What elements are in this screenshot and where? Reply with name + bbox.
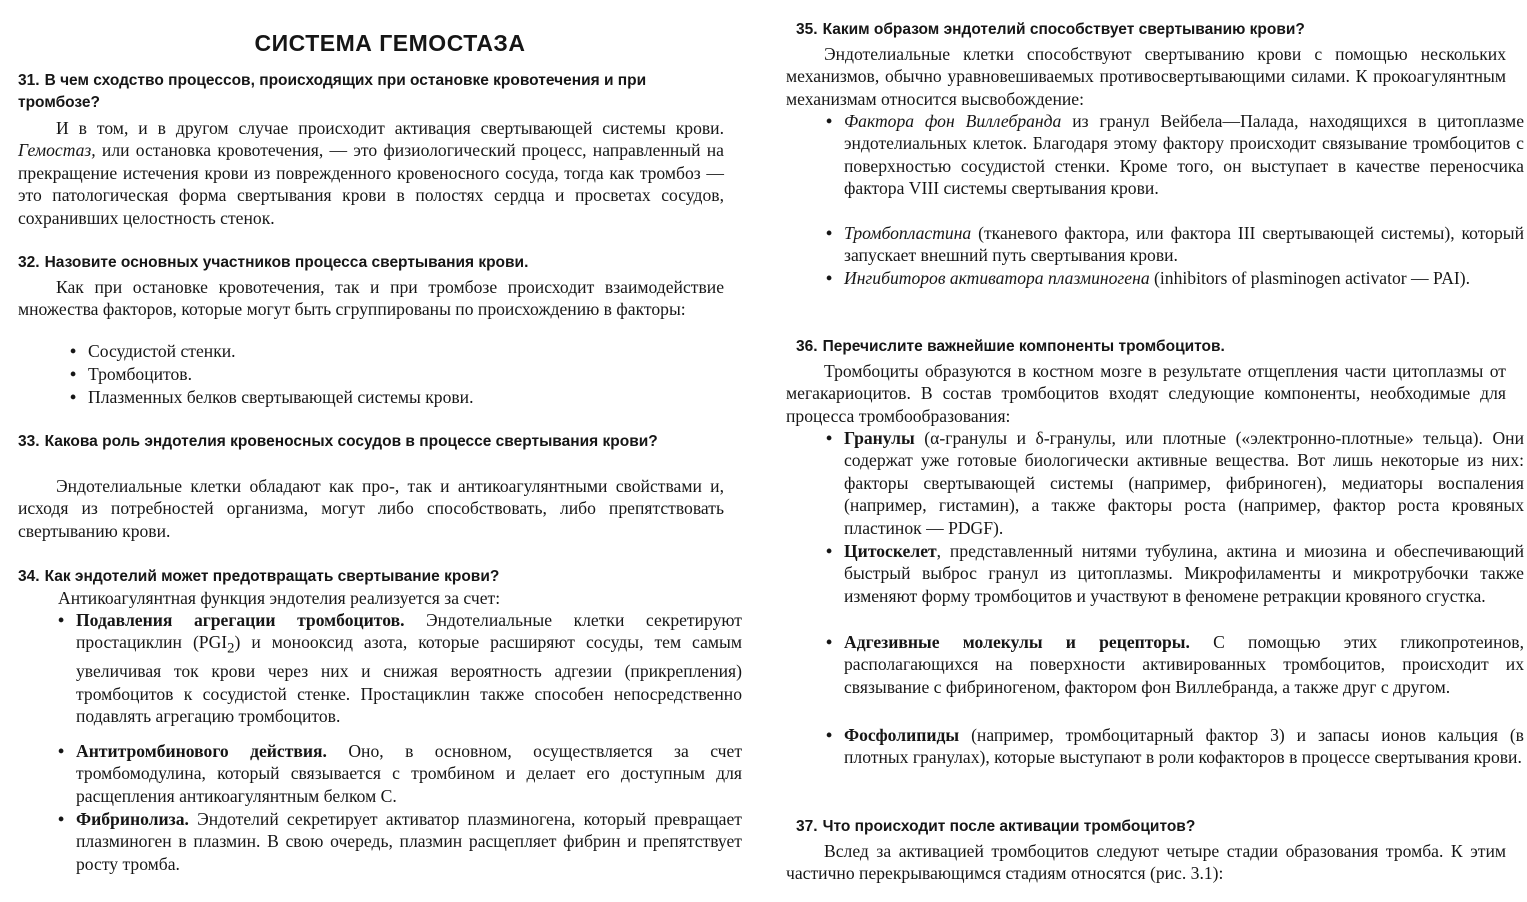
list-item xyxy=(826,631,1524,698)
bullet: • xyxy=(826,632,833,652)
answer-text: или остановка кровотечения, — это физиологический процесс, направленный на прекращение истечения крови из поврежденного кровеносного сосуда, тогда как тромбоз — это патологическая форма свертывания крови в полостях сердца и просветах сосудов, сохранивших целостность стенок. xyxy=(18,140,724,228)
question-37 xyxy=(796,816,1195,838)
bullet: • xyxy=(58,809,65,829)
question-number: 33. xyxy=(18,433,40,450)
list-item-text: , представленный нитями тубулина, актина и миозина и обеспечивающий быстрый выброс гранул из цитоплазмы. Микрофиламенты и микротрубочки также изменяют форму тромбоцитов и участвуют в феномене ретракции кровяного сгустка. xyxy=(844,541,1524,606)
answer-34-intro: Антикоагулянтная функция эндотелия реализуется за счет: xyxy=(58,588,501,608)
question-number: 32. xyxy=(18,254,40,271)
list-item-term: Фактора фон Виллебранда xyxy=(844,111,1062,131)
answer-32: Как при остановке кровотечения, так и при тромбозе происходит взаимодействие множества факторов, которые могут быть сгруппированы по происхождению в факторы: xyxy=(18,277,724,320)
bullet: • xyxy=(58,741,65,761)
question-36 xyxy=(796,336,1225,358)
question-32 xyxy=(18,252,528,274)
question-text: Как эндотелий может предотвращать свертывание крови? xyxy=(44,568,500,585)
bullet: • xyxy=(826,541,833,561)
answer-36: Тромбоциты образуются в костном мозге в результате отщепления части цитоплазмы от мегакариоцитов. В состав тромбоцитов входят следующие компоненты, необходимые для процесса тромбообразования: xyxy=(786,361,1506,426)
list-item-text: (тканевого фактора, или фактора III свертывающей системы), который запускает внешний путь свертывания крови. xyxy=(844,223,1524,266)
list-item xyxy=(826,110,1524,200)
list-item-term: Тромбопластина xyxy=(844,223,972,243)
bullet: • xyxy=(826,223,833,243)
list-item-text: Плазменных белков свертывающей системы крови. xyxy=(88,387,474,407)
list-item xyxy=(70,340,688,362)
list-item-text: из гранул Вейбела—Палада, находящихся в цитоплазме эндотелиальных клеток. Благодаря этому фактору происходит связывание тромбоцитов с поверхностью сосудистой стенки. Кроме того, он выступает в качестве переносчика фактора VIII системы свертывания крови. xyxy=(844,111,1525,199)
bullet: • xyxy=(826,725,833,745)
list-item-heading: Адгезивные молекулы и рецепторы. xyxy=(844,632,1190,652)
list-item xyxy=(826,427,1524,539)
list-item-text: Эндотелиальные клетки секретируют простациклин (PGI xyxy=(76,610,742,653)
list-item xyxy=(70,386,688,408)
question-text: Перечислите важнейшие компоненты тромбоцитов. xyxy=(822,338,1225,355)
question-31 xyxy=(18,70,730,114)
list-item xyxy=(58,740,742,807)
question-text: Каким образом эндотелий способствует свертыванию крови? xyxy=(822,21,1305,38)
list-item-term: Ингибиторов активатора плазминогена xyxy=(844,268,1150,288)
list-item-text: С помощью этих гликопротеинов, располагающихся на поверхности активированных тромбоцитов, происходит их связывание с фибриногеном, фактором фон Виллебранда, а также друг с другом. xyxy=(844,632,1524,697)
bullet: • xyxy=(826,428,833,448)
question-text: В чем сходство процессов, происходящих при остановке кровотечения и при тромбозе? xyxy=(18,72,647,111)
bullet: • xyxy=(826,268,833,288)
list-item-text: ) и монооксид азота, которые расширяют сосуды, тем самым увеличивая ток крови через них и снижая вероятность адгезии (прикрепления) тромбоцитов к сосудистой стенке. Простациклин также способен непосредственно подавлять агрегацию тромбоцитов. xyxy=(76,632,742,727)
list-item xyxy=(826,222,1524,267)
question-34 xyxy=(18,566,499,588)
term-hemostasis: Гемостаз, xyxy=(18,140,96,161)
question-text: Что происходит после активации тромбоцитов? xyxy=(822,818,1196,835)
question-33 xyxy=(18,431,728,453)
list-item-text: Тромбоцитов. xyxy=(88,364,193,384)
bullet: • xyxy=(70,387,77,407)
answer-31 xyxy=(18,117,724,229)
list-item xyxy=(58,609,742,728)
list-item-heading: Антитромбинового действия. xyxy=(76,741,327,761)
list-item-text: (inhibitors of plasminogen activator — PAI). xyxy=(1149,268,1471,288)
list-item xyxy=(58,808,742,875)
question-number: 31. xyxy=(18,72,40,89)
list-item-heading: Цитоскелет xyxy=(844,541,937,561)
question-number: 37. xyxy=(796,818,818,835)
answer-text: И в том, и в другом случае происходит активация свертывающей системы крови. xyxy=(56,118,724,138)
list-item-text: Оно, в основном, осуществляется за счет тромбомодулина, который связывается с тромбином и делает его доступным для расщепления антикоагулянтным белком С. xyxy=(76,741,743,806)
question-text: Назовите основных участников процесса свертывания крови. xyxy=(44,254,529,271)
answer-37: Вслед за активацией тромбоцитов следуют четыре стадии образования тромба. К этим частично перекрывающимся стадиям относятся (рис. 3.1): xyxy=(786,841,1506,884)
question-text: Какова роль эндотелия кровеносных сосудов в процессе свертывания крови? xyxy=(44,433,658,450)
list-item-text: (например, тромбоцитарный фактор 3) и запасы ионов кальция (в плотных гранулах), которые выступают в роли кофакторов в процессе свертывания крови. xyxy=(844,725,1524,768)
list-item-text: Сосудистой стенки. xyxy=(88,341,236,361)
list-item-heading: Фосфолипиды xyxy=(844,725,960,745)
list-item xyxy=(826,540,1524,607)
question-number: 36. xyxy=(796,338,818,355)
bullet: • xyxy=(70,341,77,361)
list-item xyxy=(70,363,688,385)
list-item xyxy=(826,724,1524,769)
list-item-text: (α-гранулы и δ-гранулы, или плотные («электронно-плотные» тельца). Они содержат уже готовые биологически активные вещества. Вот лишь некоторые из них: факторы свертывающей системы (например, фибриноген), медиаторы воспаления (например, гистамин), а также факторы роста (например, фактор роста кровяных пластинок — PDGF). xyxy=(844,428,1524,538)
bullet: • xyxy=(826,111,833,131)
list-item-text: Эндотелий секретирует активатор плазминогена, который превращает плазминоген в плазмин. В свою очередь, плазмин расщепляет фибрин и препятствует росту тромба. xyxy=(76,809,742,874)
list-item-heading: Фибринолиза. xyxy=(76,809,189,829)
answer-33: Эндотелиальные клетки обладают как про-, так и антикоагулянтными свойствами и, исходя из потребностей организма, могут либо способствовать, либо препятствовать свертыванию крови. xyxy=(18,476,724,541)
chapter-title: СИСТЕМА ГЕМОСТАЗА xyxy=(254,30,526,56)
question-number: 34. xyxy=(18,568,40,585)
question-35 xyxy=(796,19,1305,41)
list-item xyxy=(826,267,1524,289)
list-item-heading: Подавления агрегации тромбоцитов. xyxy=(76,610,405,630)
subscript: 2 xyxy=(227,640,235,657)
answer-35: Эндотелиальные клетки способствуют свертыванию крови с помощью нескольких механизмов, обычно уравновешиваемых противосвертывающими силами. К прокоагулянтным механизмам относится высвобождение: xyxy=(786,44,1506,109)
bullet: • xyxy=(70,364,77,384)
bullet: • xyxy=(58,610,65,630)
question-number: 35. xyxy=(796,21,818,38)
list-item-heading: Гранулы xyxy=(844,428,915,448)
